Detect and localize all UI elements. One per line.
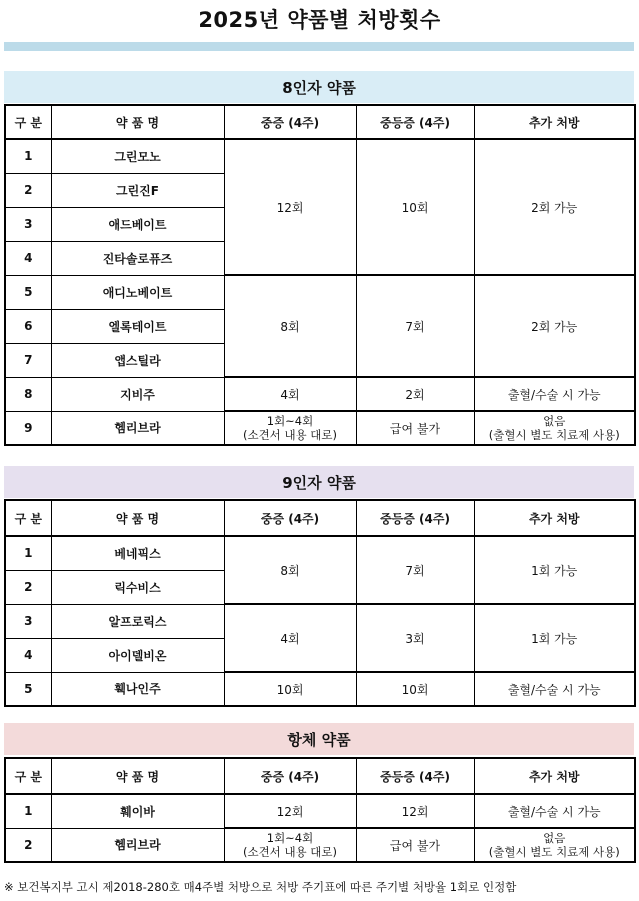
extra-prescription: 출혈/수술 시 가능 <box>474 377 635 411</box>
column-header-severe: 중증 (4주) <box>224 105 356 139</box>
column-header-category: 구 분 <box>5 758 51 794</box>
prescription-table <box>4 104 636 446</box>
row-number: 1 <box>5 794 51 828</box>
table-row <box>5 536 635 570</box>
moderate-count: 3회 <box>356 604 474 672</box>
drug-name: 진타솔로퓨즈 <box>51 241 224 275</box>
extra-prescription-note: (출혈시 별도 치료제 사용) <box>488 428 620 442</box>
extra-prescription: 출혈/수술 시 가능 <box>474 672 635 706</box>
extra-prescription: 1회 가능 <box>474 604 635 672</box>
row-number: 5 <box>5 672 51 706</box>
column-header-category: 구 분 <box>5 500 51 536</box>
severe-count: 12회 <box>224 794 356 828</box>
table-row <box>5 275 635 309</box>
row-number: 2 <box>5 570 51 604</box>
column-header-severe: 중증 (4주) <box>224 500 356 536</box>
extra-prescription-main: 없음 <box>543 414 566 428</box>
column-header-moderate: 중등증 (4주) <box>356 758 474 794</box>
moderate-count: 급여 불가 <box>356 828 474 862</box>
moderate-count: 급여 불가 <box>356 411 474 445</box>
drug-name: 애드베이트 <box>51 207 224 241</box>
drug-name: 알프로릭스 <box>51 604 224 638</box>
extra-prescription: 출혈/수술 시 가능 <box>474 794 635 828</box>
table-row <box>5 411 635 445</box>
severe-count-note: (소견서 내용 대로) <box>242 845 338 859</box>
table-header-row <box>5 105 635 139</box>
drug-name: 릭수비스 <box>51 570 224 604</box>
row-number: 7 <box>5 343 51 377</box>
drug-name: 훽나인주 <box>51 672 224 706</box>
drug-name: 그린진F <box>51 173 224 207</box>
drug-name: 엘록테이트 <box>51 309 224 343</box>
table-row <box>5 672 635 706</box>
table-row <box>5 794 635 828</box>
extra-prescription-note: (출혈시 별도 치료제 사용) <box>488 845 620 859</box>
column-header-extra: 추가 처방 <box>474 758 635 794</box>
column-header-extra: 추가 처방 <box>474 500 635 536</box>
column-header-drug-name: 약 품 명 <box>51 500 224 536</box>
row-number: 3 <box>5 207 51 241</box>
title-underline-bar <box>4 42 634 51</box>
section-header: 9인자 약품 <box>4 466 634 498</box>
section-header: 항체 약품 <box>4 723 634 755</box>
column-header-drug-name: 약 품 명 <box>51 758 224 794</box>
row-number: 6 <box>5 309 51 343</box>
severe-count-main: 1회~4회 <box>266 414 314 428</box>
row-number: 5 <box>5 275 51 309</box>
column-header-moderate: 중등증 (4주) <box>356 500 474 536</box>
row-number: 4 <box>5 241 51 275</box>
drug-name: 지비주 <box>51 377 224 411</box>
section-header: 8인자 약품 <box>4 71 634 103</box>
column-header-severe: 중증 (4주) <box>224 758 356 794</box>
extra-prescription <box>474 411 635 445</box>
severe-count <box>224 411 356 445</box>
extra-prescription: 2회 가능 <box>474 139 635 275</box>
table-header-row <box>5 500 635 536</box>
row-number: 1 <box>5 536 51 570</box>
moderate-count: 7회 <box>356 536 474 604</box>
extra-prescription: 1회 가능 <box>474 536 635 604</box>
column-header-category: 구 분 <box>5 105 51 139</box>
severe-count: 10회 <box>224 672 356 706</box>
drug-name: 그린모노 <box>51 139 224 173</box>
drug-name: 베네픽스 <box>51 536 224 570</box>
table-header-row <box>5 758 635 794</box>
table-row <box>5 604 635 638</box>
severe-count-note: (소견서 내용 대로) <box>242 428 338 442</box>
severe-count: 8회 <box>224 536 356 604</box>
table-row <box>5 377 635 411</box>
drug-name: 훼이바 <box>51 794 224 828</box>
prescription-table <box>4 499 636 707</box>
page-title: 2025년 약품별 처방횟수 <box>198 8 441 32</box>
moderate-count: 2회 <box>356 377 474 411</box>
drug-name: 헴리브라 <box>51 411 224 445</box>
moderate-count: 12회 <box>356 794 474 828</box>
severe-count: 8회 <box>224 275 356 377</box>
drug-name: 앱스틸라 <box>51 343 224 377</box>
severe-count <box>224 828 356 862</box>
column-header-extra: 추가 처방 <box>474 105 635 139</box>
table-row <box>5 139 635 173</box>
table-row <box>5 828 635 862</box>
severe-count: 12회 <box>224 139 356 275</box>
column-header-moderate: 중등증 (4주) <box>356 105 474 139</box>
footnote: ※ 보건복지부 고시 제2018-280호 매4주별 처방으로 처방 주기표에 따른 주기별 처방율 1회로 인정함 <box>4 880 517 894</box>
row-number: 8 <box>5 377 51 411</box>
extra-prescription <box>474 828 635 862</box>
moderate-count: 10회 <box>356 672 474 706</box>
row-number: 3 <box>5 604 51 638</box>
drug-name: 헴리브라 <box>51 828 224 862</box>
extra-prescription: 2회 가능 <box>474 275 635 377</box>
severe-count-main: 1회~4회 <box>266 831 314 845</box>
prescription-table <box>4 757 636 863</box>
drug-name: 애디노베이트 <box>51 275 224 309</box>
row-number: 9 <box>5 411 51 445</box>
drug-name: 아이델비온 <box>51 638 224 672</box>
row-number: 4 <box>5 638 51 672</box>
row-number: 2 <box>5 828 51 862</box>
moderate-count: 10회 <box>356 139 474 275</box>
row-number: 2 <box>5 173 51 207</box>
row-number: 1 <box>5 139 51 173</box>
extra-prescription-main: 없음 <box>543 831 566 845</box>
severe-count: 4회 <box>224 604 356 672</box>
column-header-drug-name: 약 품 명 <box>51 105 224 139</box>
moderate-count: 7회 <box>356 275 474 377</box>
severe-count: 4회 <box>224 377 356 411</box>
